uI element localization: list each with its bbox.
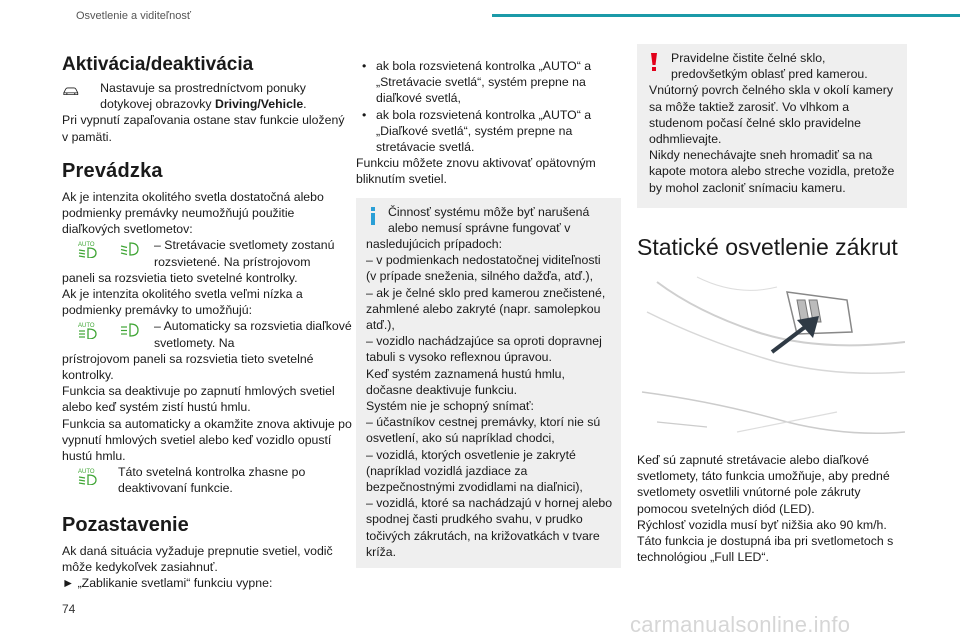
watermark: carmanualsonline.info <box>630 612 851 637</box>
operation-icon-cont-2: prístrojovom paneli sa rozsvietia tieto svetelné kontrolky. <box>62 351 314 383</box>
info-note-line: Systém nie je schopný snímať: <box>366 399 534 414</box>
column-3 <box>637 52 907 565</box>
heading-operation: Prevádzka <box>62 159 163 182</box>
operation-paragraph-3: Funkcia sa deaktivuje po zapnutí hmlových svetiel alebo keď systém zistí hustú hmlu. <box>62 384 335 415</box>
auto-highbeam-indicator-icon <box>76 321 106 339</box>
page-number: 74 <box>62 602 76 616</box>
info-note-line: nasledujúcich prípadoch: <box>366 237 503 252</box>
highbeam-indicator-icon <box>116 321 146 339</box>
static-paragraph-1: Keď sú zapnuté stretávacie alebo diaľkové svetlomety, táto funkcia umožňuje, aby predné svetlomety osvetlili vnútorné pole zákruty pomocou svetelných diód (LED). <box>637 453 890 516</box>
operation-paragraph-4: Funkcia sa automaticky a okamžite znova aktivuje po vypnutí hmlových svetiel alebo keď vozidlo opustí hustú hmlu. <box>62 416 352 464</box>
info-note-line: – ak je čelné sklo pred kamerou znečistené, zahmlené alebo zakryté (napr. samolepkou atď.), <box>366 285 606 333</box>
operation-icon-cont-1: paneli sa rozsvietia tieto svetelné kontrolky. <box>62 270 298 285</box>
operation-icon-row-3 <box>62 464 352 496</box>
info-note-line: – vozidlo nachádzajúce sa oproti dopravnej tabuli s vysoko reflexnou úpravou. <box>366 334 602 365</box>
column-1 <box>62 52 352 591</box>
header-accent-bar <box>492 14 960 17</box>
auto-beam-indicator-icon <box>76 467 106 485</box>
auto-label: AUTO <box>78 469 95 476</box>
warning-icon <box>647 52 661 72</box>
heading-activation: Aktivácia/deaktivácia <box>62 54 254 75</box>
static-paragraph-2: Rýchlosť vozidla musí byť nižšia ako 90 km/h. <box>637 517 887 532</box>
operation-paragraph-2: Ak je intenzita okolitého svetla veľmi nízka a podmienky premávky to umožňujú: <box>62 287 303 318</box>
pause-paragraph-1: Ak daná situácia vyžaduje prepnutie svetiel, vodič môže kedykoľvek zasiahnuť. <box>62 543 333 574</box>
warning-note <box>637 44 907 208</box>
warning-note-line: Nikdy nenechávajte sneh hromadiť sa na kapote motora alebo streche vozidla, pretože by mohol zacloniť snímaciu kameru. <box>649 148 895 195</box>
operation-icon-row-1 <box>62 237 352 269</box>
heading-static-cornering: Statické osvetlenie zákrut <box>637 233 898 260</box>
reactivate-text: Funkciu môžete znovu aktivovať opätovným bliknutím svetiel. <box>356 156 596 187</box>
list-item: • ak bola rozsvietená kontrolka „AUTO“ a „Stretávacie svetlá“, systém prepne na diaľkové svetlá, <box>356 58 621 107</box>
operation-icon-text-2: – Automaticky sa rozsvietia diaľkové svetlomety. Na <box>154 319 352 350</box>
info-note-line: – účastníkov cestnej premávky, ktorí nie sú osvetlení, ako sú napríklad chodci, <box>366 415 601 446</box>
warning-note-first: Pravidelne čistite čelné sklo, predovšetkým oblasť pred kamerou. <box>671 51 868 82</box>
list-item: • ak bola rozsvietená kontrolka „AUTO“ a „Diaľkové svetlá“, systém prepne na stretávacie svetlá. <box>356 107 621 156</box>
info-note-line: – vozidlá, ktoré sa nachádzajú v hornej alebo spodnej časti prudkého svahu, v prudko točivých zákrutách, na križovatkách v tvare kríža. <box>366 496 613 559</box>
info-note <box>356 198 621 568</box>
info-note-line: Keď systém zaznamená hustú hmlu, dočasne deaktivuje funkciu. <box>366 366 565 397</box>
headlight-photo <box>637 272 905 442</box>
operation-icon-text-3: Táto svetelná kontrolka zhasne po deaktivovaní funkcie. <box>118 465 306 496</box>
column-2 <box>356 58 621 568</box>
bullet-list <box>356 58 621 155</box>
auto-label: AUTO <box>78 242 95 249</box>
auto-lowbeam-indicator-icon <box>76 240 106 258</box>
info-icon <box>366 206 380 226</box>
info-note-first: Činnosť systému môže byť narušená alebo nemusí správne fungovať v <box>388 204 590 235</box>
operation-paragraph-1: Ak je intenzita okolitého svetla dostatočná alebo podmienky premávky neumožňujú použitie diaľkových svetlometov: <box>62 189 324 237</box>
auto-label: AUTO <box>78 323 95 330</box>
activation-row <box>62 80 352 112</box>
pause-paragraph-2: ► „Zablikanie svetlami“ funkciu vypne: <box>62 576 273 591</box>
heading-pause: Pozastavenie <box>62 513 189 536</box>
activation-text: Nastavuje sa prostredníctvom ponuky dotykovej obrazovky Driving/Vehicle. <box>100 81 307 112</box>
section-title: Osvetlenie a viditeľnosť <box>76 10 191 22</box>
operation-icon-row-2 <box>62 318 352 350</box>
static-paragraph-3: Táto funkcia je dostupná iba pri svetlometoch s technológiou „Full LED“. <box>637 534 894 565</box>
operation-icon-text-1: – Stretávacie svetlomety zostanú rozsvietené. Na prístrojovom <box>154 238 335 269</box>
car-icon <box>62 82 80 100</box>
info-note-line: – vozidlá, ktorých osvetlenie je zakryté (napríklad vozidlá jazdiace za bezpečnostnými zvodidlami na diaľnici), <box>366 447 583 495</box>
info-note-line: – v podmienkach nedostatočnej viditeľnosti (v prípade sneženia, silného dažďa, atď.), <box>366 253 601 284</box>
activation-cont: Pri vypnutí zapaľovania ostane stav funkcie uložený v pamäti. <box>62 113 345 144</box>
lowbeam-indicator-icon <box>116 240 146 258</box>
warning-note-line: Vnútorný povrch čelného skla v okolí kamery sa môže taktiež zarosiť. Vo vlhkom a studenom počasí čelné sklo pravidelne odhmlievajte. <box>649 83 894 147</box>
